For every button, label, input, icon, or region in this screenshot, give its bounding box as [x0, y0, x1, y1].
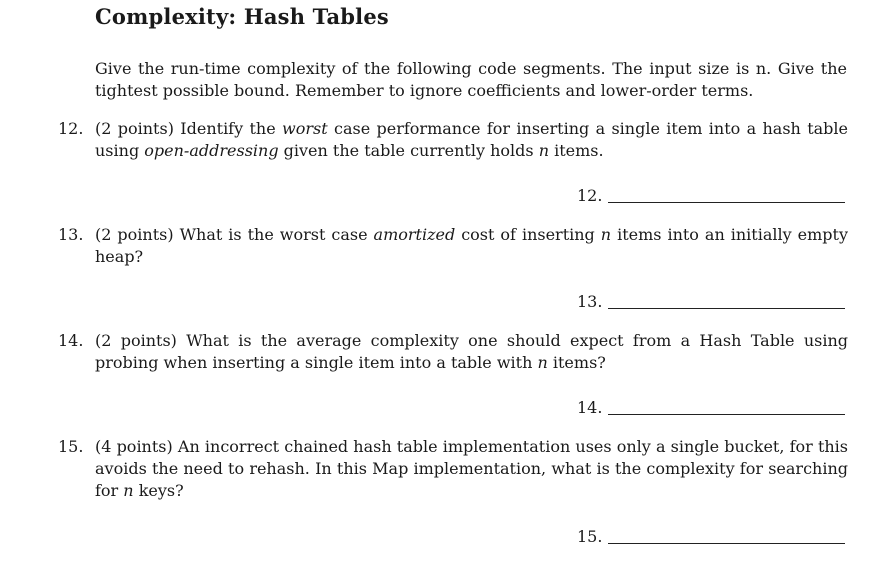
- answer-label: 12.: [577, 186, 603, 205]
- question-emphasis: amortized: [373, 225, 456, 244]
- question-12: [58, 118, 848, 162]
- answer-label: 14.: [577, 398, 603, 417]
- question-13: [58, 224, 848, 268]
- question-number: 15.: [58, 437, 84, 456]
- question-number: 13.: [58, 225, 84, 244]
- question-emphasis: open-addressing: [144, 141, 279, 160]
- question-points: (4 points): [95, 437, 173, 456]
- question-text: [95, 330, 848, 374]
- question-15: [58, 436, 848, 502]
- question-text-part: What is the worst case: [179, 225, 368, 244]
- math-variable: n: [123, 481, 134, 500]
- question-text-part: items into an initially empty heap?: [95, 225, 848, 266]
- math-variable: n: [600, 225, 612, 244]
- question-emphasis: worst: [282, 119, 328, 138]
- answer-line[interactable]: [608, 202, 845, 203]
- answer-blank-13[interactable]: [577, 292, 845, 314]
- question-text: [95, 118, 848, 162]
- answer-blank-14[interactable]: [577, 398, 845, 420]
- answer-label: 13.: [577, 292, 603, 311]
- question-text: [95, 436, 848, 502]
- question-text-part: cost of inserting: [461, 225, 595, 244]
- question-number: 12.: [58, 119, 84, 138]
- question-number: 14.: [58, 331, 84, 350]
- question-points: (2 points): [95, 119, 174, 138]
- question-text-part: Identify the: [180, 119, 276, 138]
- answer-blank-15[interactable]: [577, 527, 845, 549]
- question-text-part: items.: [554, 141, 604, 160]
- question-text-part: What is the average complexity one should expect from a Hash Table using probing when inserting a single item into a table with: [95, 331, 849, 372]
- question-text-part: An incorrect chained hash table implementation uses only a single bucket, for this avoids the need to rehash. In this Map implementation, what is the complexity for searching for: [95, 437, 849, 500]
- question-points: (2 points): [95, 331, 177, 350]
- math-variable: n: [538, 141, 550, 160]
- question-14: [58, 330, 848, 374]
- math-variable: n: [537, 353, 548, 372]
- instructions-paragraph: Give the run-time complexity of the following code segments. The input size is n. Give the tightest possible bound. Remember to ignore coefficients and lower-order terms.: [95, 59, 847, 100]
- question-text-part: given the table currently holds: [283, 141, 534, 160]
- question-text-part: items?: [552, 353, 606, 372]
- question-text: [95, 224, 848, 268]
- question-text-part: keys?: [138, 481, 184, 500]
- question-points: (2 points): [95, 225, 174, 244]
- answer-line[interactable]: [608, 308, 845, 309]
- answer-blank-12[interactable]: [577, 186, 845, 208]
- answer-line[interactable]: [608, 414, 845, 415]
- question-text-part: case performance for inserting a single item into a hash table using: [95, 119, 848, 160]
- section-title: Complexity: Hash Tables: [95, 4, 389, 29]
- answer-line[interactable]: [608, 543, 845, 544]
- answer-label: 15.: [577, 527, 603, 546]
